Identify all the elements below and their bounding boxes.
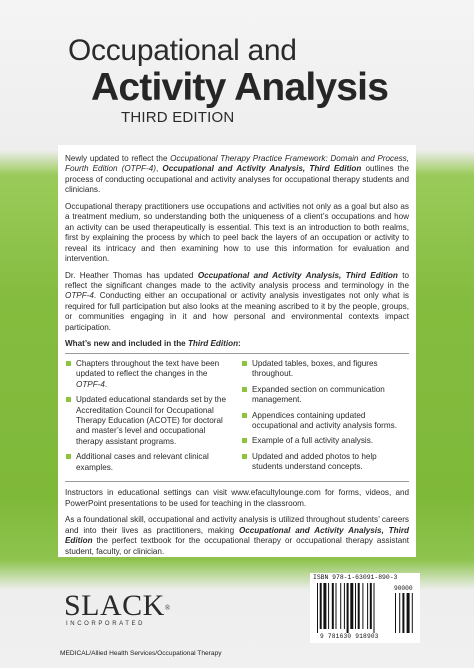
features-left-column (65, 359, 237, 479)
closing-paragraph: As a foundational skill, occupational and activity analysis is utilized throughout students’ careers and into their lives as practitioners, making Occupational and Activity Analysis, Third Edition the perfect textbook for the occupational therapy or occupational therapy assistant student, faculty, or clinician. (65, 515, 409, 556)
list-item: Additional cases and relevant clinical examples. (65, 452, 229, 473)
barcode-number: 9 781630 918903 (320, 633, 379, 640)
isbn-label: ISBN 978-1-63091-890-3 (313, 574, 398, 581)
publisher-name: SLACK (64, 589, 165, 622)
list-item: Updated educational standards set by the Accreditation Council for Occupational Therapy Education (ACOTE) for doctoral and master’s level and occupational therapy assistant programs. (65, 395, 229, 447)
intro-paragraph: Newly updated to reflect the Occupational Therapy Practice Framework: Domain and Process, Fourth Edition (OTPF-4), Occupational and Activity Analysis, Third Edition outlines the process of conducting occupational and activity analyses for occupational therapy students and clinicians. (65, 154, 409, 195)
registered-mark: ® (164, 604, 171, 612)
edition-label: THIRD EDITION (121, 109, 235, 126)
subject-categories: MEDICAL/Allied Health Services/Occupational Therapy (60, 650, 222, 657)
list-item: Example of a full activity analysis. (241, 436, 409, 446)
title-line-1: Occupational and (68, 34, 297, 67)
title-line-2: Activity Analysis (91, 66, 389, 109)
list-item: Updated and added photos to help students understand concepts. (241, 452, 409, 473)
list-item: Expanded section on communication management. (241, 385, 409, 406)
publisher-logo (64, 589, 171, 627)
features-right-column (237, 359, 409, 479)
publisher-subtitle: INCORPORATED (66, 621, 146, 627)
author-paragraph: Dr. Heather Thomas has updated Occupational and Activity Analysis, Third Edition to reflect the significant changes made to the activity analysis process and terminology in the OTPF-4. Conducting either an occupational or activity analysis investigates not only what is required for full participation but also looks at the meaning ascribed to it by the people, groups, or communities engaging in it and how personal and environmental contexts impact participation. (65, 270, 409, 332)
practitioners-paragraph: Occupational therapy practitioners use occupations and activities not only as a goal but also as a treatment medium, so understanding both the uniqueness of a client’s occupations and how an activity can be used therapeutically is essential. This text is an introduction to both realms, first by explaining the process by which to peel back the layers of an occupation or activity to reveal its intricacy and then examining how to use this information for evaluation and intervention. (65, 201, 409, 264)
whats-new-heading: What’s new and included in the Third Edition: (65, 339, 241, 349)
description-panel (58, 145, 416, 557)
barcode-addon-number: 90000 (394, 585, 413, 592)
list-item: Chapters throughout the text have been updated to reflect the changes in the OTPF-4. (65, 359, 229, 390)
list-item: Updated tables, boxes, and figures throughout. (241, 359, 409, 380)
list-item: Appendices containing updated occupational and activity analysis forms. (241, 411, 409, 432)
features-list (65, 353, 409, 483)
instructors-paragraph: Instructors in educational settings can visit www.efacultylounge.com for forms, videos, and PowerPoint presentations to be used for teaching in the classroom. (65, 488, 409, 508)
title-block (68, 34, 468, 126)
